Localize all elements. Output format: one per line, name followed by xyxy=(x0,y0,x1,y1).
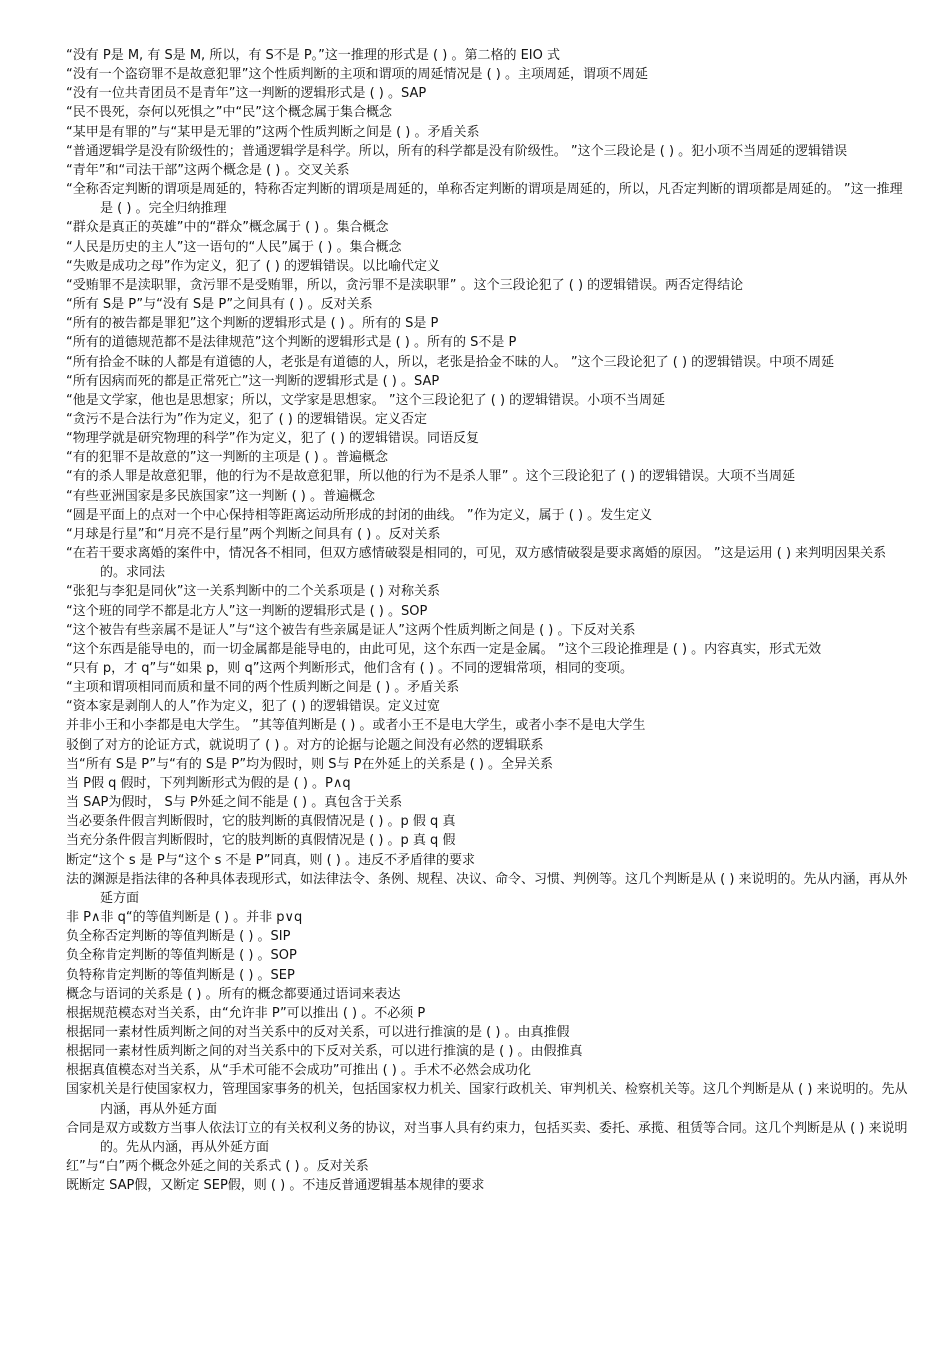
entry-23: “有些亚洲国家是多民族国家”这一判断 ( ) 。普遍概念 xyxy=(66,488,376,504)
entry-36: 当“所有 S是 P”与“有的 S是 P”均为假时，则 S与 P在外延上的关系是 ( ) 。全异关系 xyxy=(66,756,554,772)
entry-33: “资本家是剥削人的人”作为定义，犯了 ( ) 的逻辑错误。定义过宽 xyxy=(66,699,441,715)
entry-15: “所有的道德规范都不是法律规范”这个判断的逻辑形式是 ( ) 。所有的 S不是 P xyxy=(66,335,517,351)
entry-12: “受贿罪不是渎职罪，贪污罪不是受贿罪，所以，贪污罪不是渎职罪” 。这个三段论犯了 ( ) 的逻辑错误。两否定得结论 xyxy=(66,277,744,293)
entry-52: 国家机关是行使国家权力，管理国家事务的机关，包括国家权力机关、国家行政机关、审判机关、检察机关等。这几个判断是从 ( ) 来说明的。先从内涵，再从外延方面 xyxy=(66,1082,908,1117)
entry-41: 断定“这个 s 是 P与“这个 s 不是 P”同真，则 ( ) 。违反不矛盾律的要求 xyxy=(66,852,476,868)
entry-53: 合同是双方或数方当事人依法订立的有关权利义务的协议，对当事人具有约束力，包括买卖、委托、承揽、租赁等合同。这几个判断是从 ( ) 来说明的。先从内涵，再从外延方面 xyxy=(66,1120,908,1155)
entry-16: “所有拾金不昧的人都是有道德的人，老张是有道德的人，所以，老张是拾金不昧的人。 ”这个三段论犯了 ( ) 的逻辑错误。中项不周延 xyxy=(66,354,835,370)
entry-5: “某甲是有罪的”与“某甲是无罪的”这两个性质判断之间是 ( ) 。矛盾关系 xyxy=(66,124,480,140)
entry-14: “所有的被告都是罪犯”这个判断的逻辑形式是 ( ) 。所有的 S是 P xyxy=(66,316,439,332)
entry-8: “全称否定判断的谓项是周延的，特称否定判断的谓项是周延的，单称否定判断的谓项是周延的，所以，凡否定判断的谓项都是周延的。 ”这一推理是 ( ) 。完全归纳推理 xyxy=(66,182,903,217)
entry-35: 驳倒了对方的论证方式，就说明了 ( ) 。对方的论据与论题之间没有必然的逻辑联系 xyxy=(66,737,544,753)
entry-31: “只有 p，才 q”与“如果 p，则 q”这两个判断形式，他们含有 ( ) 。不同的逻辑常项，相同的变项。 xyxy=(66,661,634,676)
entry-2: “没有一个盗窃罪不是故意犯罪”这个性质判断的主项和谓项的周延情况是 ( ) 。主项周延，谓项不周延 xyxy=(66,67,649,83)
entry-49: 根据同一素材性质判断之间的对当关系中的反对关系，可以进行推演的是 ( ) 。由真推假 xyxy=(66,1024,570,1040)
entry-17: “所有因病而死的都是正常死亡”这一判断的逻辑形式是 ( ) 。SAP xyxy=(66,373,440,389)
entry-26: “在若干要求离婚的案件中，情况各不相同，但双方感情破裂是相同的，可见，双方感情破裂是要求离婚的原因。 ”这是运用 ( ) 来判明因果关系的。求同法 xyxy=(66,546,887,581)
entry-48: 根据规范模态对当关系，由“允许非 P”可以推出 ( ) 。不必须 P xyxy=(66,1005,426,1021)
entry-45: 负全称肯定判断的等值判断是 ( ) 。SOP xyxy=(66,948,297,964)
document-body xyxy=(66,46,908,1195)
entry-25: “月球是行星”和“月亮不是行星”两个判断之间具有 ( ) 。反对关系 xyxy=(66,526,441,542)
entry-13: “所有 S是 P”与“没有 S是 P”之间具有 ( ) 。反对关系 xyxy=(66,297,373,313)
entry-32: “主项和谓项相同而质和量不同的两个性质判断之间是 ( ) 。矛盾关系 xyxy=(66,680,460,696)
entry-11: “失败是成功之母”作为定义，犯了 ( ) 的逻辑错误。以比喻代定义 xyxy=(66,258,441,274)
entry-20: “物理学就是研究物理的科学”作为定义，犯了 ( ) 的逻辑错误。同语反复 xyxy=(66,431,480,447)
entry-21: “有的犯罪不是故意的”这一判断的主项是 ( ) 。普遍概念 xyxy=(66,450,389,466)
entry-51: 根据真值模态对当关系，从“手术可能不会成功”可推出 ( ) 。手术不必然会成功化 xyxy=(66,1063,532,1079)
entry-1: “没有 P是 M, 有 S是 M, 所以，有 S不是 P。”这一推理的形式是 ( ) 。第二格的 EIO 式 xyxy=(66,48,560,63)
entry-4: “民不畏死，奈何以死惧之”中“民”这个概念属于集合概念 xyxy=(66,105,392,121)
entry-40: 当充分条件假言判断假时，它的肢判断的真假情况是 ( ) 。p 真 q 假 xyxy=(66,833,456,849)
entry-24: “圆是平面上的点对一个中心保持相等距离运动所形成的封闭的曲线。 ”作为定义，属于 ( ) 。发生定义 xyxy=(66,507,653,523)
entry-46: 负特称肯定判断的等值判断是 ( ) 。SEP xyxy=(66,967,295,983)
entry-19: “贪污不是合法行为”作为定义，犯了 ( ) 的逻辑错误。定义否定 xyxy=(66,411,428,427)
entry-37: 当 P假 q 假时，下列判断形式为假的是 ( ) 。P∧q xyxy=(66,775,351,791)
entry-42: 法的渊源是指法律的各种具体表现形式，如法律法令、条例、规程、决议、命令、习惯、判例等。这几个判断是从 ( ) 来说明的。先从内涵，再从外延方面 xyxy=(66,871,908,906)
entry-28: “这个班的同学不都是北方人”这一判断的逻辑形式是 ( ) 。SOP xyxy=(66,603,428,619)
entry-47: 概念与语词的关系是 ( ) 。所有的概念都要通过语词来表达 xyxy=(66,986,401,1002)
entry-54: 红”与“白”两个概念外延之间的关系式 ( ) 。反对关系 xyxy=(66,1159,369,1175)
entry-7: “青年”和“司法干部”这两个概念是 ( ) 。交叉关系 xyxy=(66,162,350,178)
entry-50: 根据同一素材性质判断之间的对当关系中的下反对关系，可以进行推演的是 ( ) 。由假推真 xyxy=(66,1044,583,1060)
entry-29: “这个被告有些亲属不是证人”与“这个被告有些亲属是证人”这两个性质判断之间是 ( ) 。下反对关系 xyxy=(66,622,636,638)
entry-38: 当 SAP为假时， S与 P外延之间不能是 ( ) 。真包含于关系 xyxy=(66,795,403,811)
entry-34: 并非小王和小李都是电大学生。 ”其等值判断是 ( ) 。或者小王不是电大学生，或者小李不是电大学生 xyxy=(66,718,646,734)
entry-27: “张犯与李犯是同伙”这一关系判断中的二个关系项是 ( ) 对称关系 xyxy=(66,584,441,600)
entry-22: “有的杀人罪是故意犯罪，他的行为不是故意犯罪，所以他的行为不是杀人罪” 。这个三段论犯了 ( ) 的逻辑错误。大项不当周延 xyxy=(66,469,796,485)
entry-10: “人民是历史的主人”这一语句的“人民”属于 ( ) 。集合概念 xyxy=(66,239,402,255)
entry-3: “没有一位共青团员不是青年”这一判断的逻辑形式是 ( ) 。SAP xyxy=(66,86,427,102)
entry-18: “他是文学家，他也是思想家；所以，文学家是思想家。 ”这个三段论犯了 ( ) 的逻辑错误。小项不当周延 xyxy=(66,392,666,408)
entry-55: 既断定 SAP假，又断定 SEP假，则 ( ) 。不违反普通逻辑基本规律的要求 xyxy=(66,1178,485,1194)
entry-6: “普通逻辑学是没有阶级性的；普通逻辑学是科学。所以，所有的科学都是没有阶级性。 ”这个三段论是 ( ) 。犯小项不当周延的逻辑错误 xyxy=(66,143,848,159)
entry-44: 负全称否定判断的等值判断是 ( ) 。SIP xyxy=(66,929,291,945)
entry-43: 非 P∧非 q“的等值判断是 ( ) 。并非 p∨q xyxy=(66,910,303,926)
entry-30: “这个东西是能导电的，而一切金属都是能导电的，由此可见，这个东西一定是金属。 ”这个三段论推理是 ( ) 。内容真实，形式无效 xyxy=(66,641,822,657)
entry-9: “群众是真正的英雄”中的“群众”概念属于 ( ) 。集合概念 xyxy=(66,220,389,236)
entry-39: 当必要条件假言判断假时，它的肢判断的真假情况是 ( ) 。p 假 q 真 xyxy=(66,814,456,830)
